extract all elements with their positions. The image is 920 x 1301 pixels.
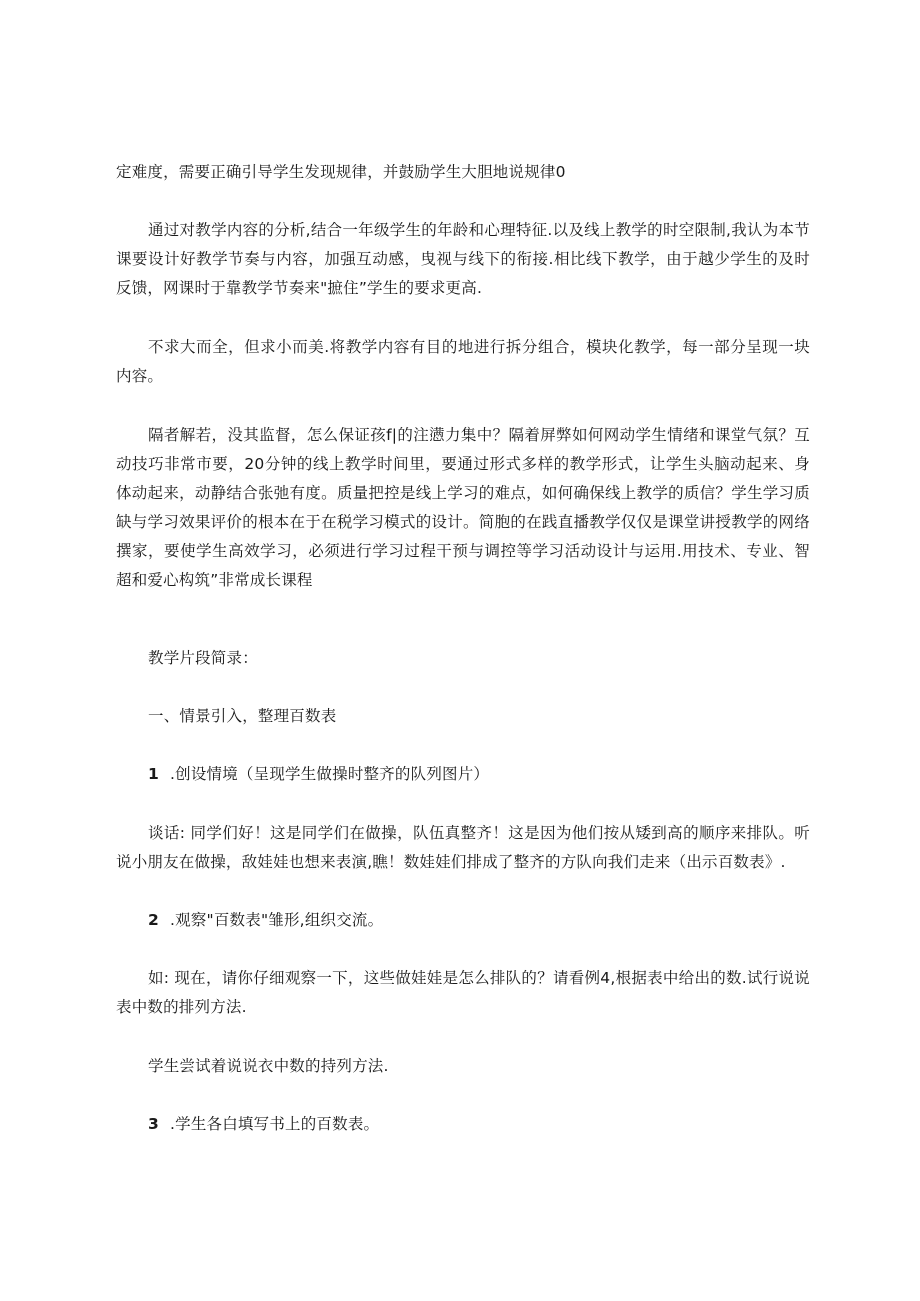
list-item-1 <box>116 760 810 789</box>
list-item-2 <box>116 906 810 935</box>
list-item-text: .创设情境（呈现学生做操时整齐的队列图片） <box>170 765 490 783</box>
paragraph-intro-fragment: 定难度，需要正确引导学生发现规律，并鼓励学生大胆地说规律0 <box>116 163 566 181</box>
paragraph-content-analysis: 通过对教学内容的分析,结合一年级学生的年龄和心理特征.以及线上教学的时空限制,我认为本节课要设计好教学节奏与内容，加强互动感，曳视与线下的衔接.相比线下教学，由于越少学生的及时反馈，网课时于靠教学节奏来"摭住”学生的要求更高. <box>116 221 810 297</box>
paragraph-interaction-skills: 隔者解若，没其监督，怎么保证孩f|的注懑力集中？隔着屏弊如何网动学生情绪和课堂气氛？互动技巧非常市要，20分钟的线上教学时间里，要通过形式多样的教学形式，让学生头脑动起来、身体动起来，动静结合张弛有度。质量把控是线上学习的难点，如何确保线上教学的质信？学生学习质缺与学习效果评价的根本在于在税学习模式的设计。简胞的在践直播教学仅仅是课堂讲授教学的网络撰家，要使学生高效学习，必须进行学习过程干预与调控等学习活动设计与运用.用技术、专业、智超和爱心构筑”非常成长课程 <box>116 426 810 589</box>
list-item-number: 2 <box>148 911 159 929</box>
list-item-number: 1 <box>148 765 159 783</box>
heading-section-one: 一、情景引入，整理百数表 <box>148 707 337 725</box>
list-item-text: .观察"百数表"雏形,组织交流。 <box>170 911 384 929</box>
paragraph-opening-talk: 谈话: 同学们好！这是同学们在做操，队伍真整齐！这是因为他们按从矮到高的顺序来排队。听说小朋友在做操，敌娃娃也想来表演,瞧！数娃娃们排成了整齐的方队向我们走来（出示百数表》. <box>116 824 810 871</box>
paragraph-student-attempt: 学生尝试着说说衣中数的持列方法. <box>148 1057 389 1075</box>
paragraph-modular-teaching: 不求大而全，但求小而美.将教学内容有目的地进行拆分组合，模块化教学，每一部分呈现一块内容。 <box>116 338 810 385</box>
list-item-text: .学生各白填写书上的百数表。 <box>170 1115 380 1133</box>
list-item-number: 3 <box>148 1115 159 1133</box>
heading-teaching-excerpt: 教学片段简录： <box>148 649 258 667</box>
list-item-3 <box>116 1110 810 1139</box>
paragraph-observation-prompt: 如: 现在，请你仔细观察一下，这些做娃娃是怎么排队的？请看例4,根据表中给出的数.试行说说表中数的排列方法. <box>116 969 810 1016</box>
